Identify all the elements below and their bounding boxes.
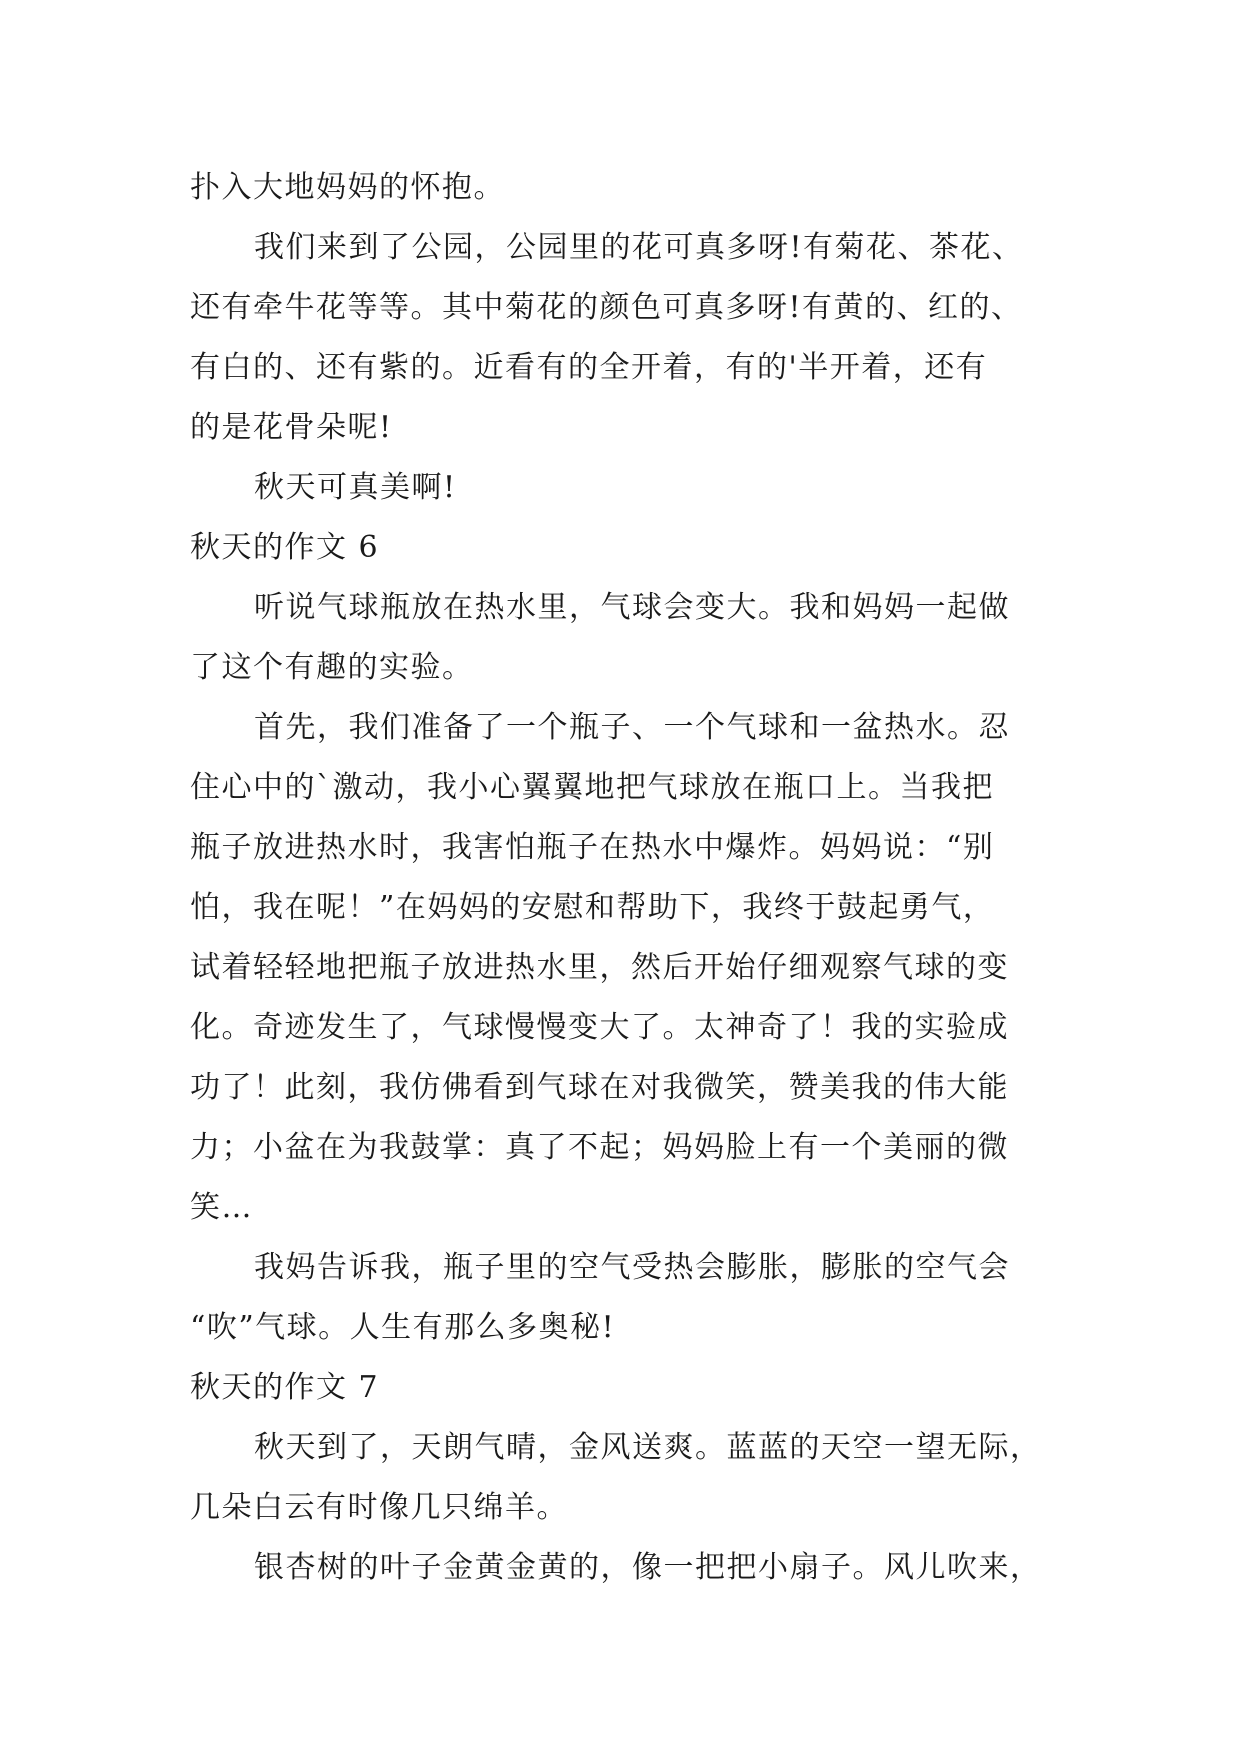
text-line: 化。奇迹发生了，气球慢慢变大了。太神奇了！我的实验成 <box>190 1010 1009 1045</box>
text-line: 听说气球瓶放在热水里，气球会变大。我和妈妈一起做 <box>254 590 1010 625</box>
text-line: 我妈告诉我，瓶子里的空气受热会膨胀，膨胀的空气会 <box>254 1250 1010 1285</box>
text-line: 银杏树的叶子金黄金黄的，像一把把小扇子。风儿吹来， <box>254 1550 1042 1585</box>
text-line: 功了！此刻，我仿佛看到气球在对我微笑，赞美我的伟大能 <box>190 1070 1009 1105</box>
text-line: 首先，我们准备了一个瓶子、一个气球和一盆热水。忍 <box>254 710 1010 745</box>
text-line: 笑… <box>190 1190 253 1225</box>
text-line: 有白的、还有紫的。近看有的全开着，有的'半开着，还有 <box>190 350 988 385</box>
text-line: 还有牵牛花等等。其中菊花的颜色可真多呀!有黄的、红的、 <box>190 290 1023 325</box>
text-line: 瓶子放进热水时，我害怕瓶子在热水中爆炸。妈妈说：“别 <box>190 830 995 865</box>
text-line: 几朵白云有时像几只绵羊。 <box>190 1490 568 1525</box>
text-line: 扑入大地妈妈的怀抱。 <box>190 170 505 205</box>
text-line: 力；小盆在为我鼓掌：真了不起；妈妈脸上有一个美丽的微 <box>190 1130 1009 1165</box>
text-line: 试着轻轻地把瓶子放进热水里，然后开始仔细观察气球的变 <box>190 950 1009 985</box>
text-line: 的是花骨朵呢! <box>190 410 393 445</box>
text-line: 秋天可真美啊! <box>254 470 457 505</box>
section-heading: 秋天的作文 7 <box>190 1370 380 1405</box>
text-line: 我们来到了公园，公园里的花可真多呀!有菊花、茶花、 <box>254 230 1024 265</box>
text-line: “吹”气球。人生有那么多奥秘! <box>190 1310 616 1345</box>
text-line: 怕，我在呢！”在妈妈的安慰和帮助下，我终于鼓起勇气， <box>190 890 995 925</box>
text-line: 秋天到了，天朗气晴，金风送爽。蓝蓝的天空一望无际， <box>254 1430 1042 1465</box>
text-line: 了这个有趣的实验。 <box>190 650 474 685</box>
section-heading: 秋天的作文 6 <box>190 530 380 565</box>
text-line: 住心中的`激动，我小心翼翼地把气球放在瓶口上。当我把 <box>190 770 994 805</box>
document-body <box>190 158 1070 1598</box>
